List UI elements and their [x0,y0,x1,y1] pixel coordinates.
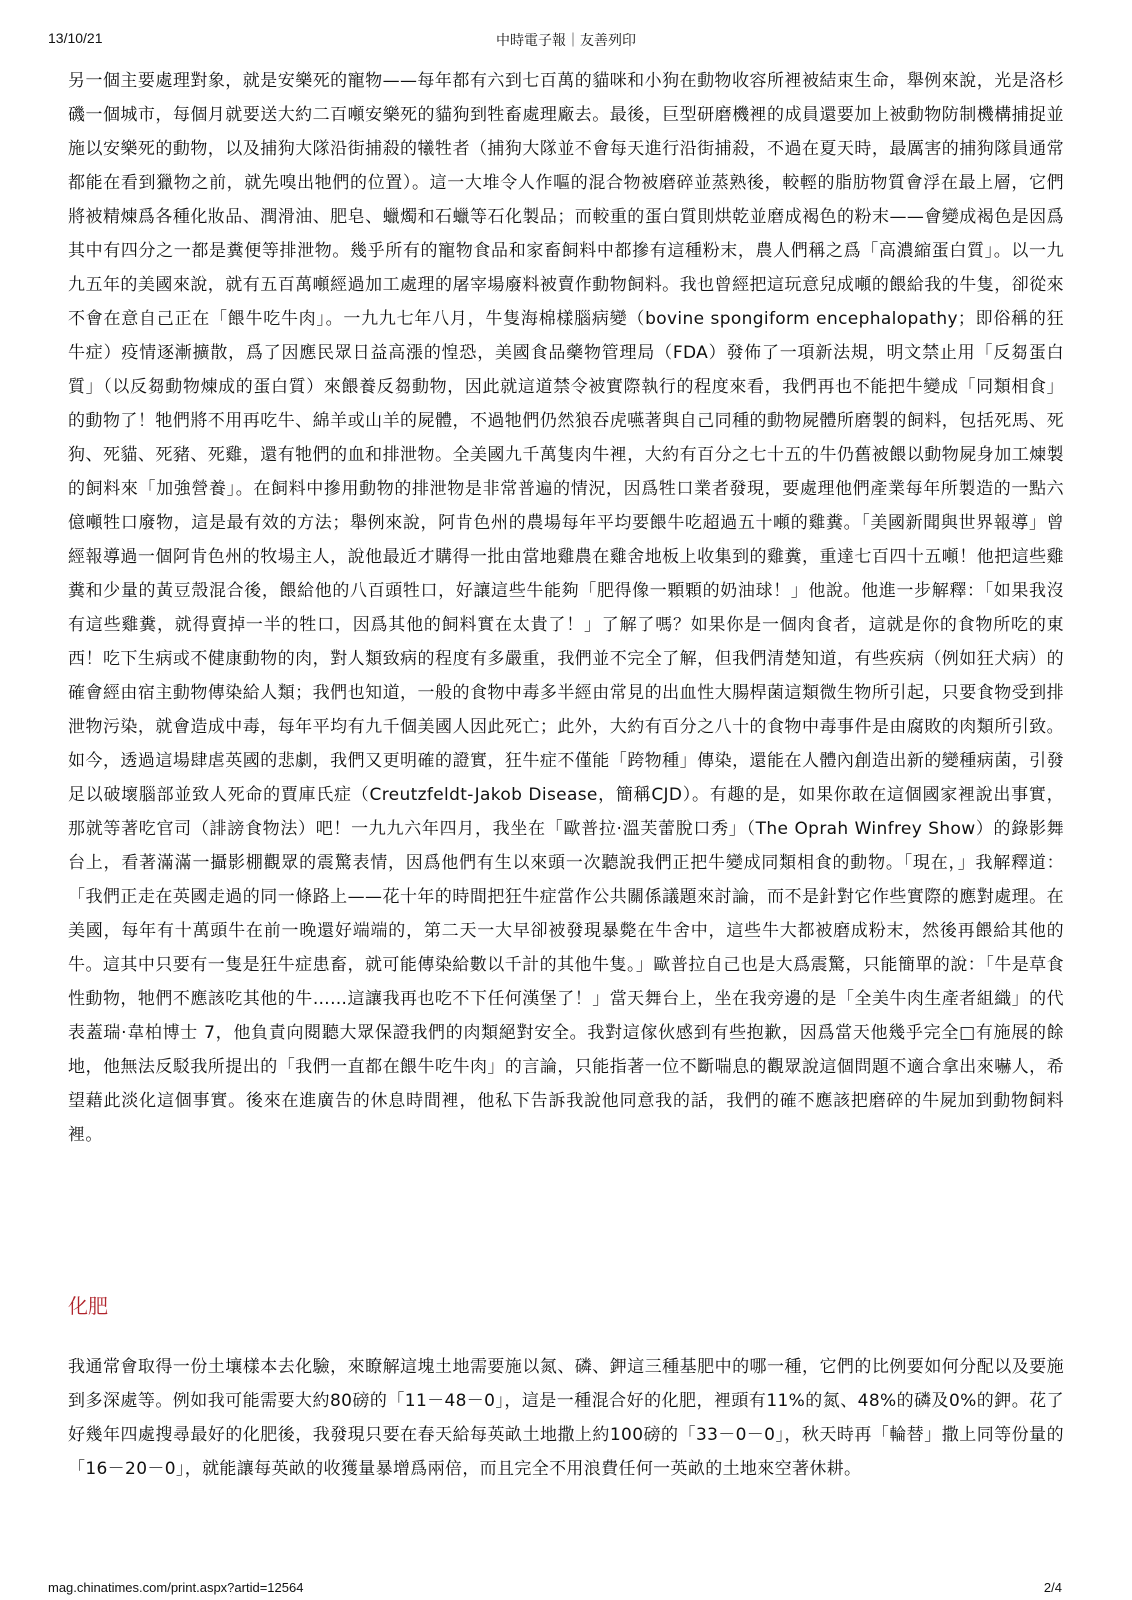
article-paragraph: 我通常會取得一份土壤樣本去化驗，來瞭解這塊土地需要施以氮、磷、鉀這三種基肥中的哪一種，它們的比例要如何分配以及要施到多深處等。例如我可能需要大約80磅的「11－48－0」，這是一種混合好的化肥，裡頭有11%的氮、48%的磷及0%的鉀。花了好幾年四處搜尋最好的化肥後，我發現只要在春天給每英畝土地撒上約100磅的「33－0－0」，秋天時再「輪替」撒上同等份量的「16－20－0」，就能讓每英畝的收獲量暴增爲兩倍，而且完全不用浪費任何一英畝的土地來空著休耕。 [68,1357,1064,1479]
article-paragraph: 另一個主要處理對象，就是安樂死的寵物——每年都有六到七百萬的貓咪和小狗在動物收容所裡被結束生命，舉例來說，光是洛杉磯一個城市，每個月就要送大約二百噸安樂死的貓狗到牲畜處理廠去。最後，巨型研磨機裡的成員還要加上被動物防制機構捕捉並施以安樂死的動物，以及捕狗大隊沿街捕殺的犧牲者（捕狗大隊並不會每天進行沿街捕殺，不過在夏天時，最厲害的捕狗隊員通常都能在看到獵物之前，就先嗅出牠們的位置）。這一大堆令人作嘔的混合物被磨碎並蒸熟後，較輕的脂肪物質會浮在最上層，它們將被精煉爲各種化妝品、潤滑油、肥皂、蠟燭和石蠟等石化製品；而較重的蛋白質則烘乾並磨成褐色的粉末——會變成褐色是因爲其中有四分之一都是糞便等排泄物。幾乎所有的寵物食品和家畜飼料中都摻有這種粉末，農人們稱之爲「高濃縮蛋白質」。以一九九五年的美國來說，就有五百萬噸經過加工處理的屠宰場廢料被賣作動物飼料。我也曾經把這玩意兒成噸的餵給我的牛隻，卻從來不會在意自己正在「餵牛吃牛肉」。一九九七年八月，牛隻海棉樣腦病變（bovine spongiform encephalopathy；即俗稱的狂牛症）疫情逐漸擴散，爲了因應民眾日益高漲的惶恐，美國食品藥物管理局（FDA）發佈了一項新法規，明文禁止用「反芻蛋白質」（以反芻動物煉成的蛋白質）來餵養反芻動物，因此就這道禁令被實際執行的程度來看，我們再也不能把牛變成「同類相食」的動物了！牠們將不用再吃牛、綿羊或山羊的屍體，不過牠們仍然狼吞虎嚥著與自己同種的動物屍體所磨製的飼料，包括死馬、死狗、死貓、死豬、死雞，還有牠們的血和排泄物。全美國九千萬隻肉牛裡，大約有百分之七十五的牛仍舊被餵以動物屍身加工煉製的飼料來「加強營養」。在飼料中摻用動物的排泄物是非常普遍的情況，因爲牲口業者發現，要處理他們產業每年所製造的一點六億噸牲口廢物，這是最有效的方法；舉例來說，阿肯色州的農場每年平均要餵牛吃超過五十噸的雞糞。「美國新聞與世界報導」曾經報導過一個阿肯色州的牧場主人，說他最近才購得一批由當地雞農在雞舍地板上收集到的雞糞，重達七百四十五噸！他把這些雞糞和少量的黃豆殼混合後，餵給他的八百頭牲口，好讓這些牛能夠「肥得像一顆顆的奶油球！」他說。他進一步解釋：「如果我沒有這些雞糞，就得賣掉一半的牲口，因爲其他的飼料實在太貴了！」了解了嗎？如果你是一個肉食者，這就是你的食物所吃的東西！吃下生病或不健康動物的肉，對人類致病的程度有多嚴重，我們並不完全了解，但我們清楚知道，有些疾病（例如狂犬病）的確會經由宿主動物傳染給人類；我們也知道，一般的食物中毒多半經由常見的出血性大腸桿菌這類微生物所引起，只要食物受到排泄物污染，就會造成中毒，每年平均有九千個美國人因此死亡；此外，大約有百分之八十的食物中毒事件是由腐敗的肉類所引致。如今，透過這場肆虐英國的悲劇，我們又更明確的證實，狂牛症不僅能「跨物種」傳染，還能在人體內創造出新的變種病菌，引發足以破壞腦部並致人死命的賈庫氏症（Creutzfeldt-Jakob Disease，簡稱CJD）。有趣的是，如果你敢在這個國家裡說出事實，那就等著吃官司（誹謗食物法）吧！一九九六年四月，我坐在「歐普拉‧溫芙蕾脫口秀」（The Oprah Winfrey Show）的錄影舞台上，看著滿滿一攝影棚觀眾的震驚表情，因爲他們有生以來頭一次聽說我們正把牛變成同類相食的動物。「現在，」我解釋道：「我們正走在英國走過的同一條路上——花十年的時間把狂牛症當作公共關係議題來討論，而不是針對它作些實際的應對處理。在美國，每年有十萬頭牛在前一晚還好端端的，第二天一大早卻被發現暴斃在牛舍中，這些牛大都被磨成粉末，然後再餵給其他的牛。這其中只要有一隻是狂牛症患畜，就可能傳染給數以千計的其他牛隻。」歐普拉自己也是大爲震驚，只能簡單的說：「牛是草食性動物，牠們不應該吃其他的牛……這讓我再也吃不下任何漢堡了！」當天舞台上，坐在我旁邊的是「全美牛肉生產者組織」的代表蓋瑞‧韋柏博士 7，他負責向閱聽大眾保證我們的肉類絕對安全。我對這傢伙感到有些抱歉，因爲當天他幾乎完全□有施展的餘地，他無法反駁我所提出的「我們一直都在餵牛吃牛肉」的言論，只能指著一位不斷喘息的觀眾說這個問題不適合拿出來嚇人，希望藉此淡化這個事實。後來在進廣告的休息時間裡，他私下告訴我說他同意我的話，我們的確不應該把磨碎的牛屍加到動物飼料裡。 [68,71,1064,1145]
page-number: 2/4 [1043,1580,1062,1595]
header-title: 中時電子報｜友善列印 [496,33,636,49]
footer-url: mag.chinatimes.com/print.aspx?artid=12564 [48,1580,304,1595]
header-date: 13/10/21 [48,30,103,46]
section-heading: 化肥 [68,1294,108,1318]
